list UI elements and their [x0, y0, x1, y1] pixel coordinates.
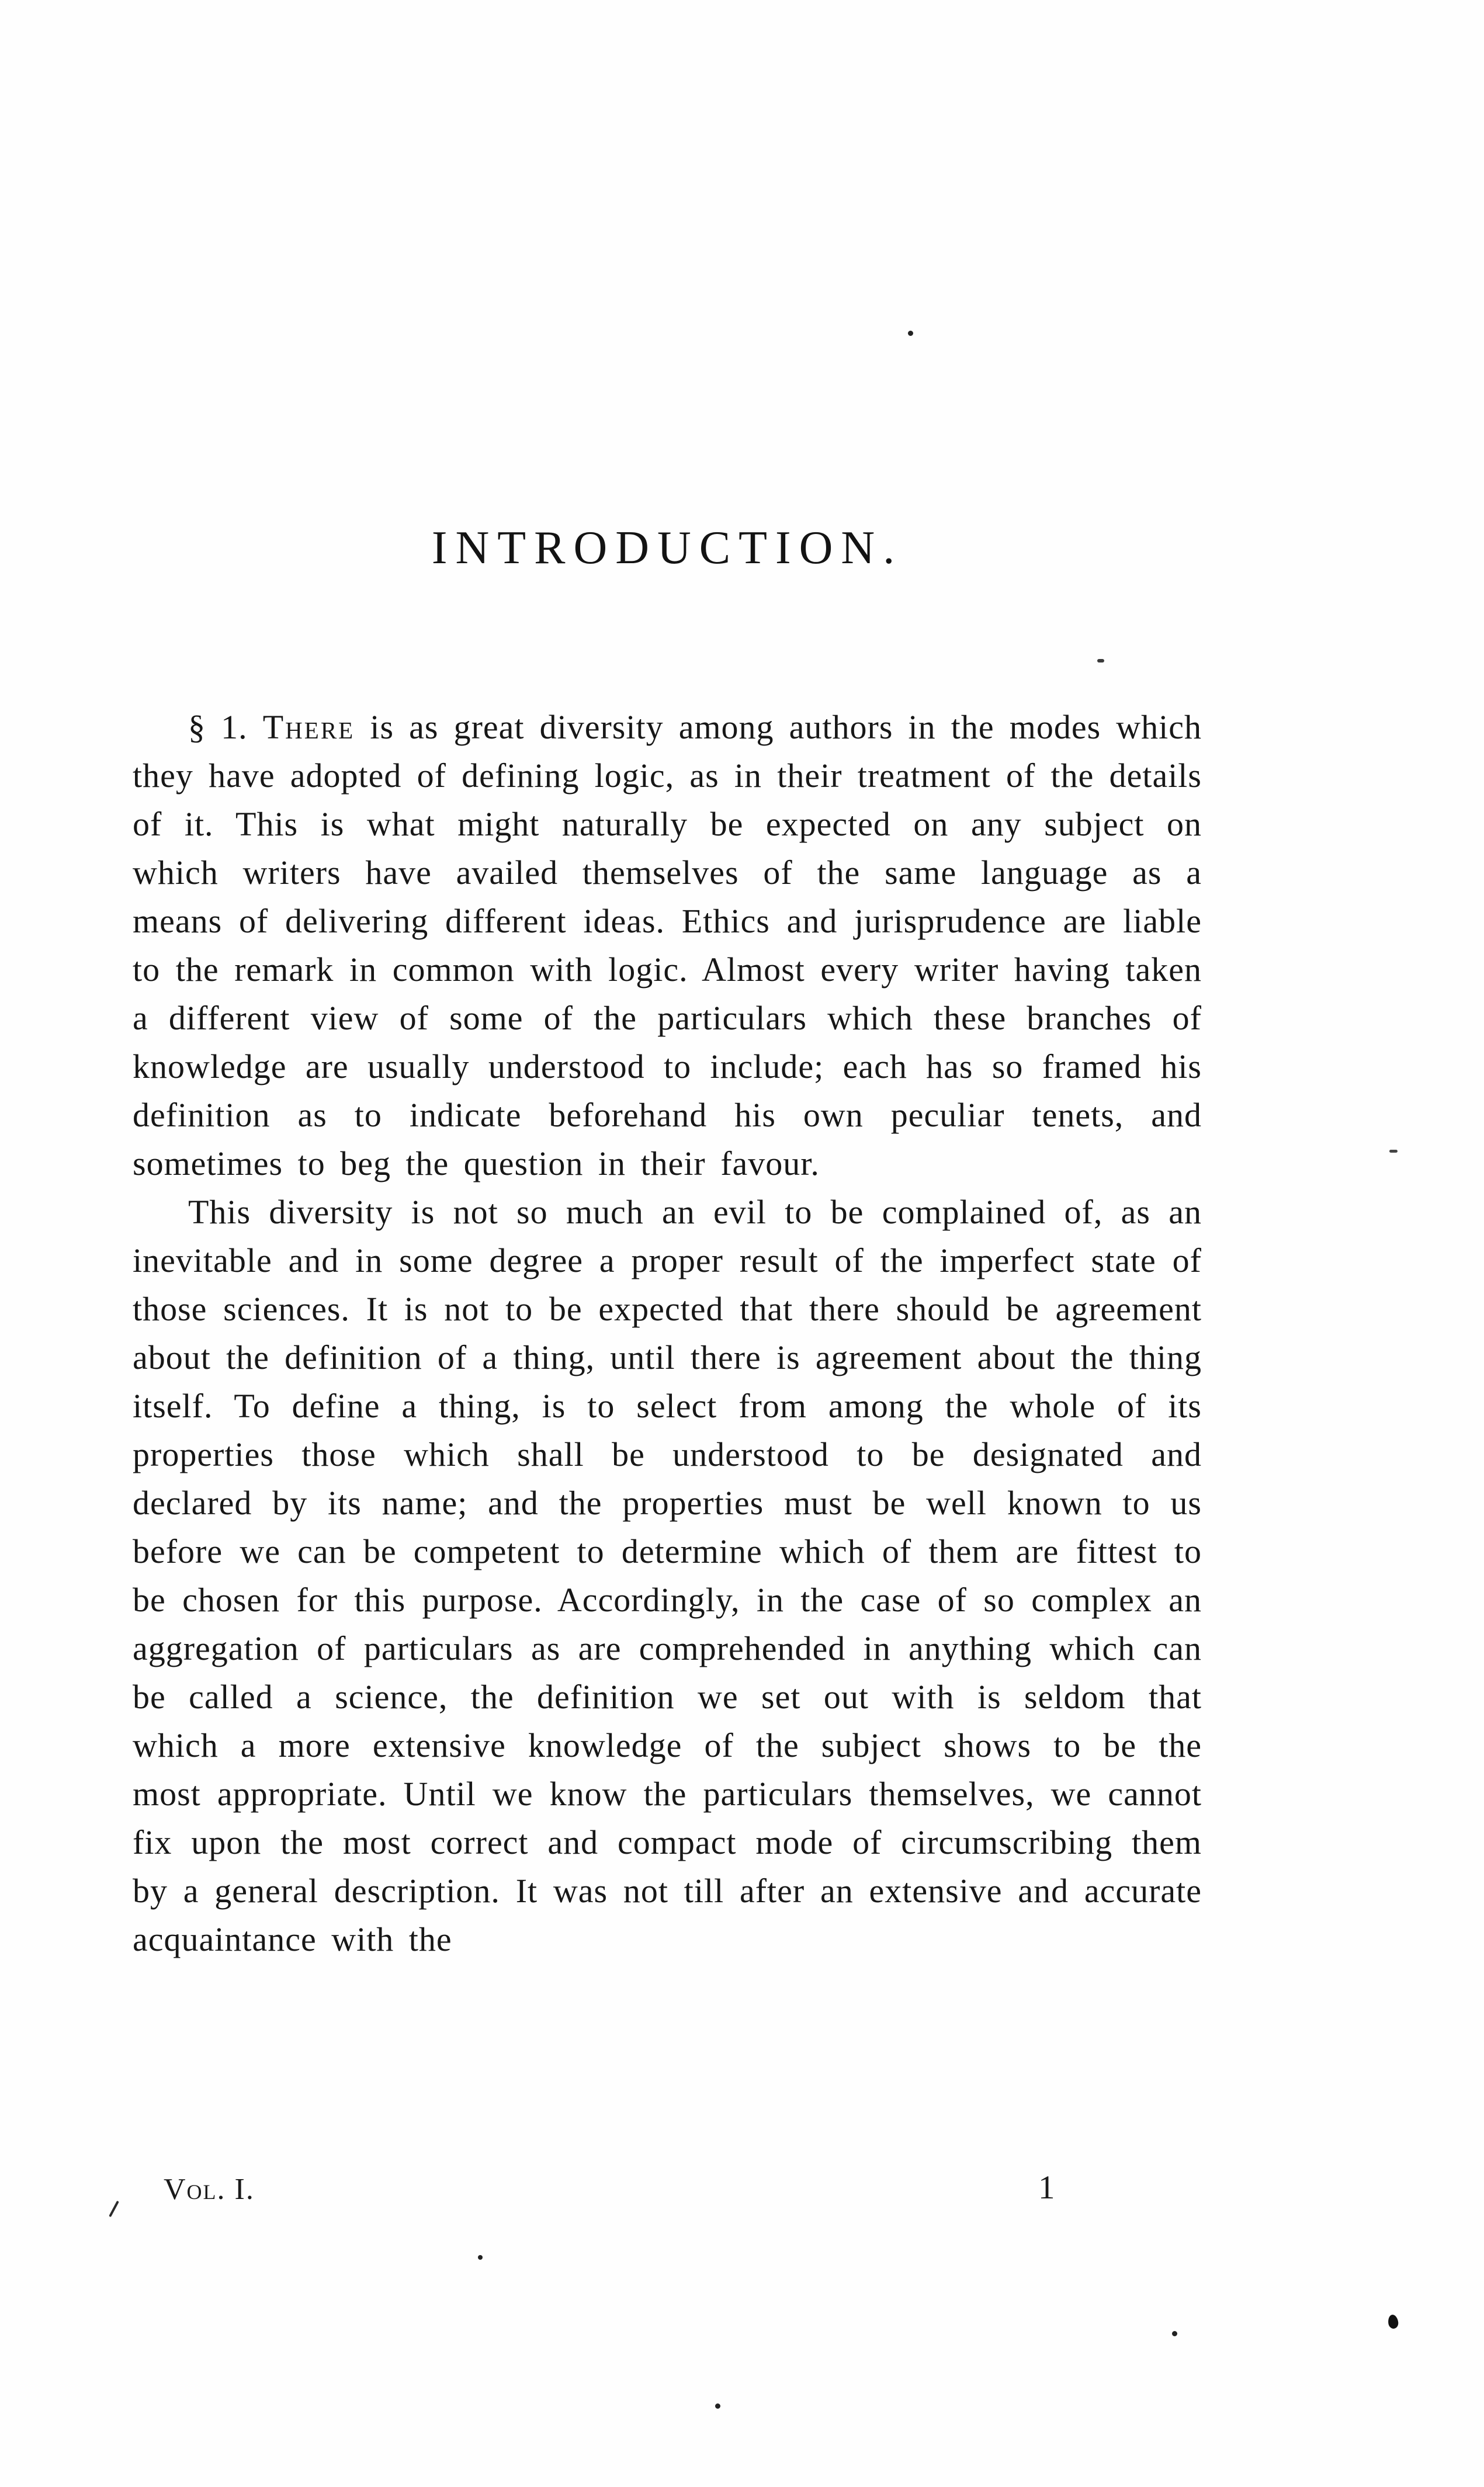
volume-label: Vol. I. [164, 2173, 255, 2206]
ink-speck-foot-right [1172, 2331, 1177, 2336]
ink-speck-top [908, 331, 913, 336]
page-title: INTRODUCTION. [431, 522, 903, 574]
ink-speck-margin-right [1389, 1150, 1398, 1153]
section-marker: § 1. [188, 708, 248, 746]
ink-speck-margin-upper [1097, 659, 1104, 662]
ink-speck-bottom [715, 2403, 720, 2409]
scan-slash-mark [109, 2201, 119, 2217]
page-footer [133, 2169, 1202, 2221]
paragraph-1 [133, 703, 1202, 1188]
lead-word: There [262, 708, 355, 746]
page-number: 1 [1038, 2169, 1055, 2206]
ink-blob-right [1387, 2314, 1399, 2329]
paragraph-1-text: is as great diversity among authors in the modes which they have adopted of defining logic, as in their treatment of the details of it. This is what might naturally be expected on any subject on which writers have availed themselves of the same language as a means of delivering different ideas. Ethics and jurisprudence are liable to the remark in common with logic. Almost every writer having taken a different view of some of the particulars which these branches of knowledge are usually understood to include; each has so framed his definition as to indicate beforehand his own peculiar tenets, and sometimes to beg the question in their favour. [133, 708, 1202, 1182]
ink-speck-foot-left [478, 2255, 483, 2260]
paragraph-2: This diversity is not so much an evil to be complained of, as an inevitable and in some degree a proper result of the imperfect state of those sciences. It is not to be expected that there should be agreement about the definition of a thing, until there is agreement about the thing itself. To define a thing, is to select from among the whole of its properties those which shall be understood to be designated and declared by its name; and the properties must be well known to us before we can be competent to determine which of them are fittest to be chosen for this purpose. Accordingly, in the case of so complex an aggregation of particulars as are comprehended in anything which can be called a science, the definition we set out with is seldom that which a more extensive knowledge of the subject shows to be the most appropriate. Until we know the particulars themselves, we cannot fix upon the most correct and compact mode of circumscribing them by a general description. It was not till after an extensive and accurate acquaintance with the [133, 1193, 1202, 1958]
text-block [133, 703, 1202, 1964]
